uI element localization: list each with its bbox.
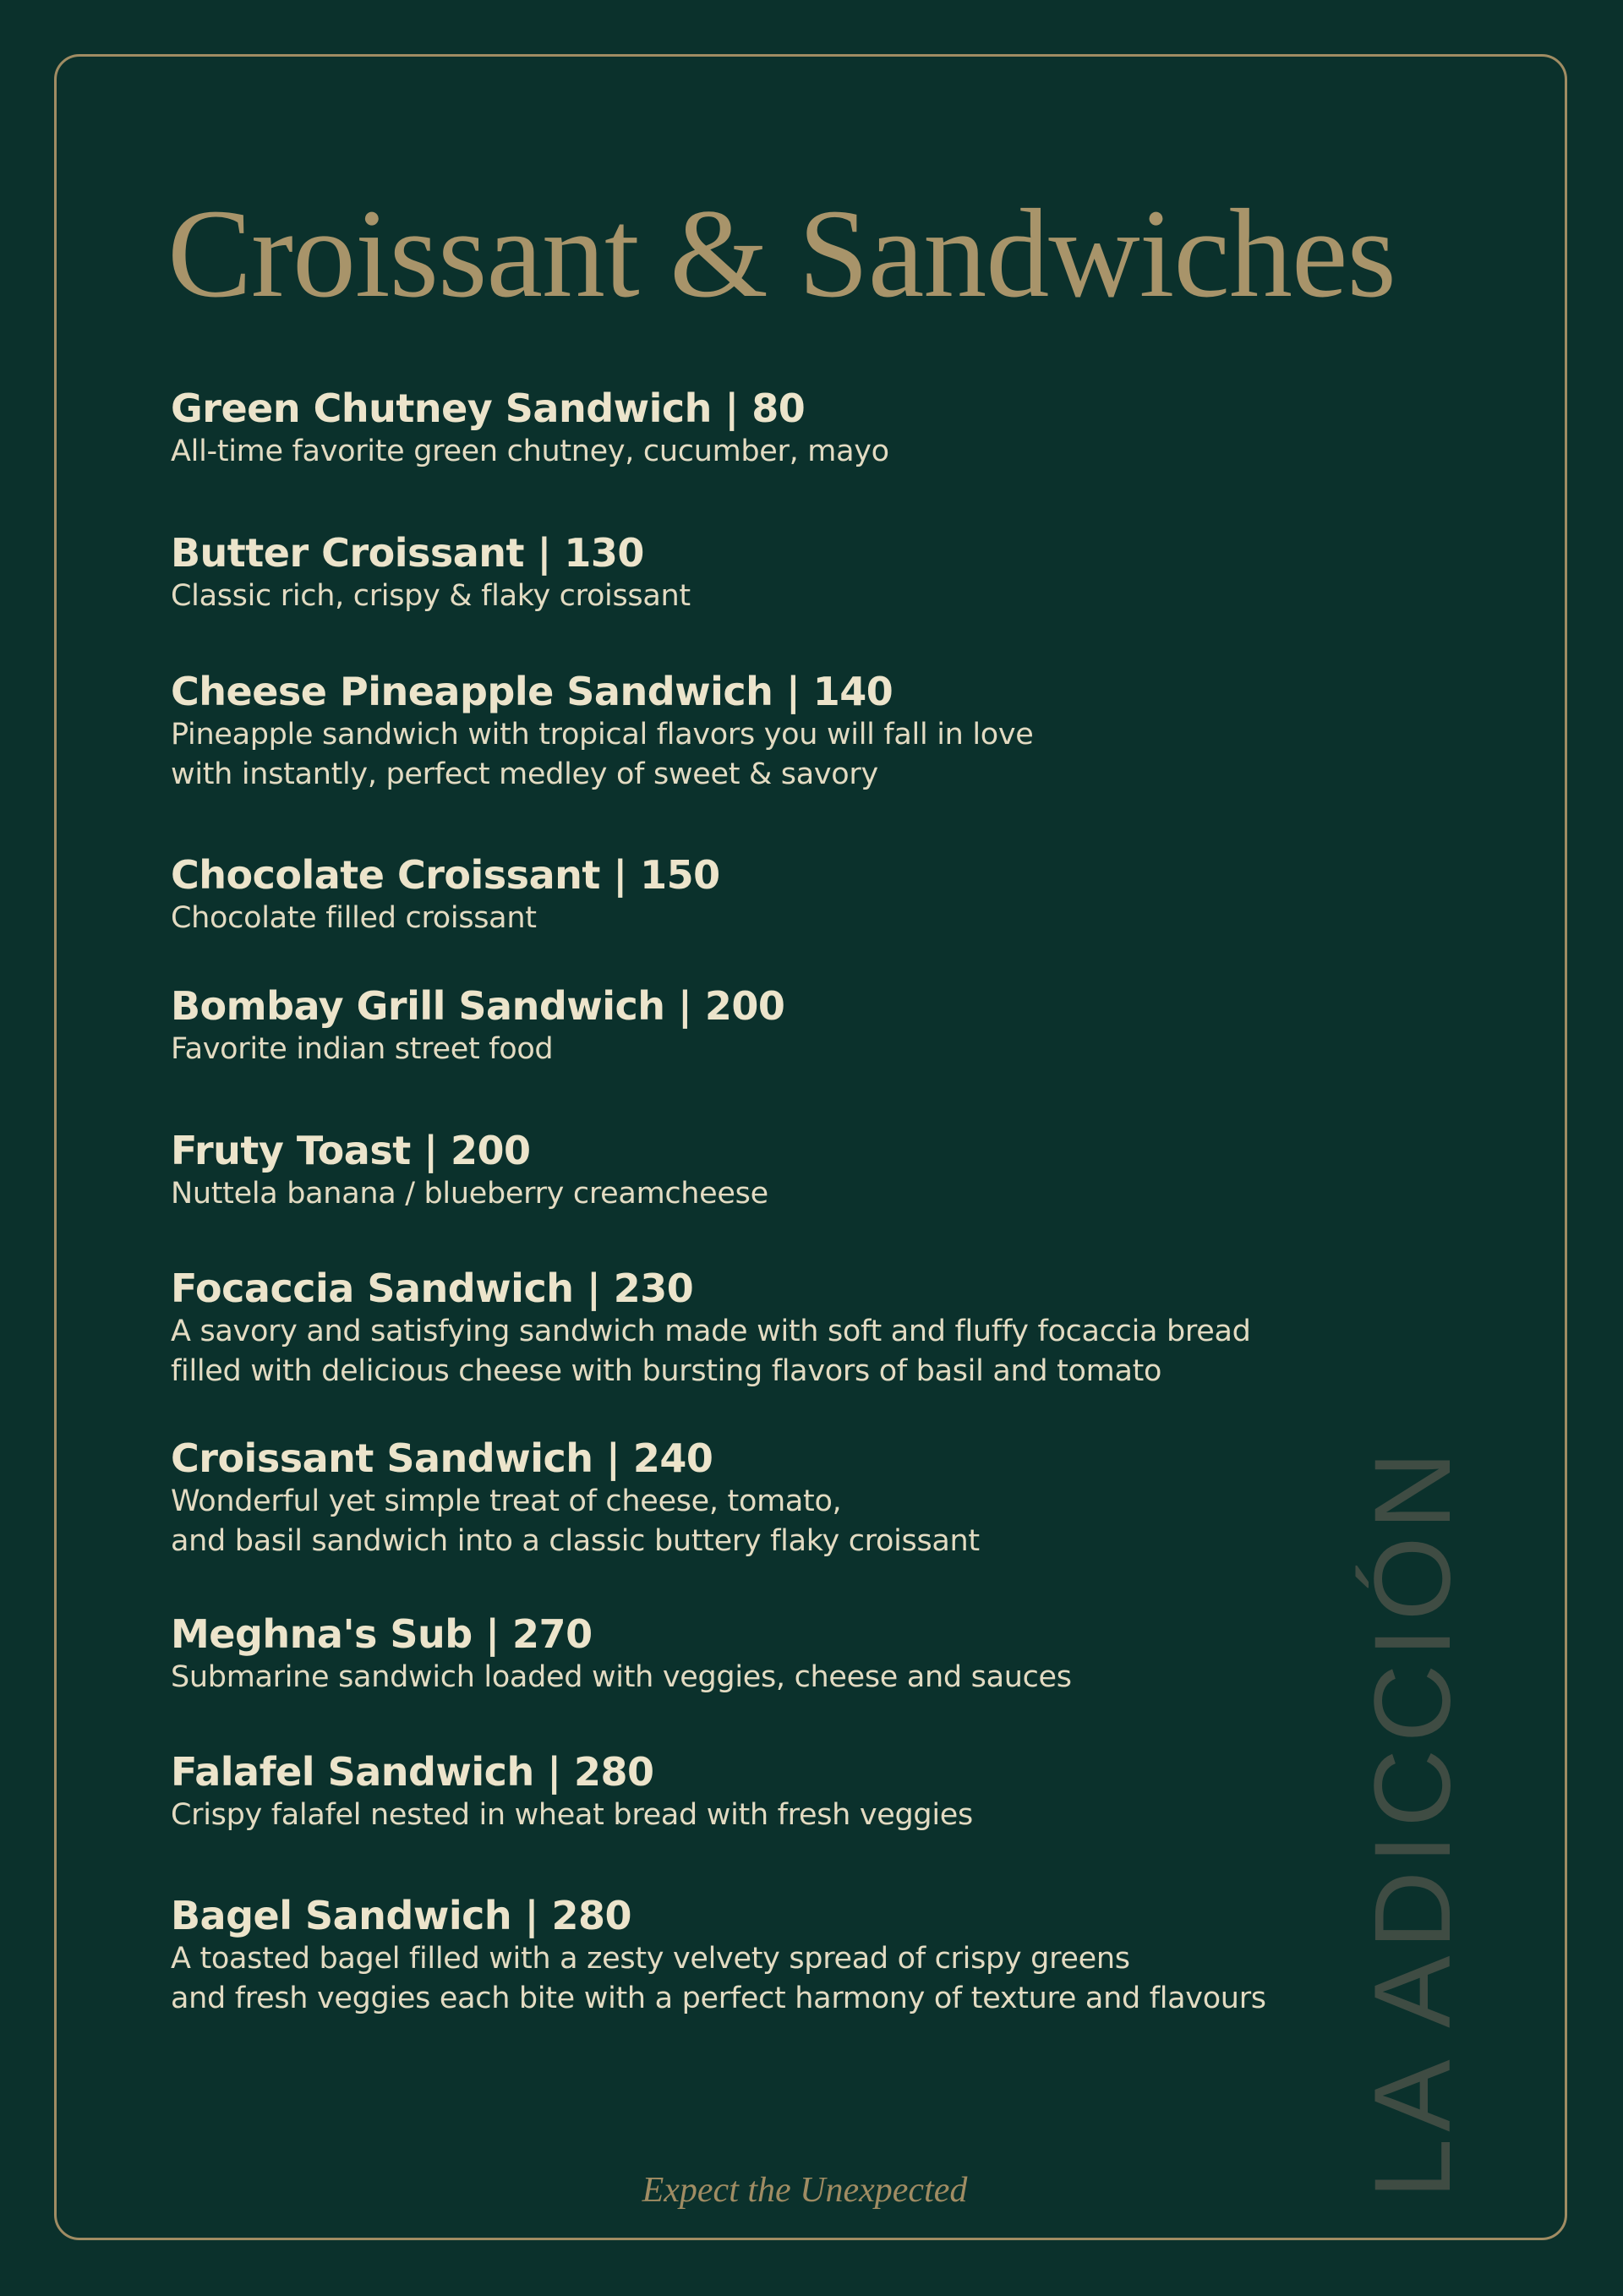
menu-item-description: Chocolate filled croissant: [171, 901, 537, 935]
menu-item-meghnas-sub: [171, 1610, 1337, 1697]
brand-watermark: LA ADICCIÓN: [1352, 1445, 1473, 2199]
menu-item-cheese-pineapple-sandwich: [171, 668, 1337, 795]
menu-item-description: Nuttela banana / blueberry creamcheese: [171, 1177, 768, 1211]
tagline: Expect the Unexpected: [642, 2171, 968, 2210]
menu-item-description: Favorite indian street food: [171, 1032, 554, 1066]
menu-item-heading: Cheese Pineapple Sandwich | 140: [171, 669, 893, 714]
menu-item-heading: Fruty Toast | 200: [171, 1128, 531, 1173]
menu-item-description: Pineapple sandwich with tropical flavors you will fall in love with instantly, perfect medley of sweet & savory: [171, 718, 1034, 791]
menu-item-focaccia-sandwich: [171, 1265, 1337, 1391]
menu-item-description: A savory and satisfying sandwich made with soft and fluffy focaccia bread filled with delicious cheese with bursting flavors of basil and tomato: [171, 1315, 1251, 1388]
menu-item-heading: Chocolate Croissant | 150: [171, 852, 720, 898]
menu-item-bombay-grill-sandwich: [171, 982, 1337, 1069]
menu-item-bagel-sandwich: [171, 1892, 1337, 2019]
menu-item-description: Submarine sandwich loaded with veggies, cheese and sauces: [171, 1660, 1072, 1694]
menu-item-description: Crispy falafel nested in wheat bread with fresh veggies: [171, 1798, 973, 1832]
menu-item-green-chutney-sandwich: [171, 385, 1337, 472]
menu-item-butter-croissant: [171, 529, 1337, 616]
menu-item-falafel-sandwich: [171, 1748, 1337, 1835]
menu-item-heading: Green Chutney Sandwich | 80: [171, 385, 806, 431]
menu-item-croissant-sandwich: [171, 1435, 1337, 1561]
menu-item-heading: Croissant Sandwich | 240: [171, 1435, 713, 1481]
menu-item-fruty-toast: [171, 1127, 1337, 1214]
menu-item-heading: Butter Croissant | 130: [171, 530, 644, 576]
menu-item-heading: Focaccia Sandwich | 230: [171, 1266, 694, 1311]
menu-item-description: Classic rich, crispy & flaky croissant: [171, 579, 691, 613]
menu-item-description: All-time favorite green chutney, cucumber, mayo: [171, 435, 889, 468]
menu-title: Croissant & Sandwiches: [167, 183, 1396, 324]
menu-item-heading: Bombay Grill Sandwich | 200: [171, 983, 785, 1029]
menu-item-heading: Bagel Sandwich | 280: [171, 1893, 631, 1938]
menu-item-chocolate-croissant: [171, 851, 1337, 938]
menu-item-description: Wonderful yet simple treat of cheese, tomato, and basil sandwich into a classic buttery flaky croissant: [171, 1484, 980, 1558]
menu-item-description: A toasted bagel filled with a zesty velvety spread of crispy greens and fresh veggies each bite with a perfect harmony of texture and flavours: [171, 1942, 1266, 2015]
menu-item-heading: Falafel Sandwich | 280: [171, 1749, 654, 1795]
menu-item-heading: Meghna's Sub | 270: [171, 1611, 593, 1657]
